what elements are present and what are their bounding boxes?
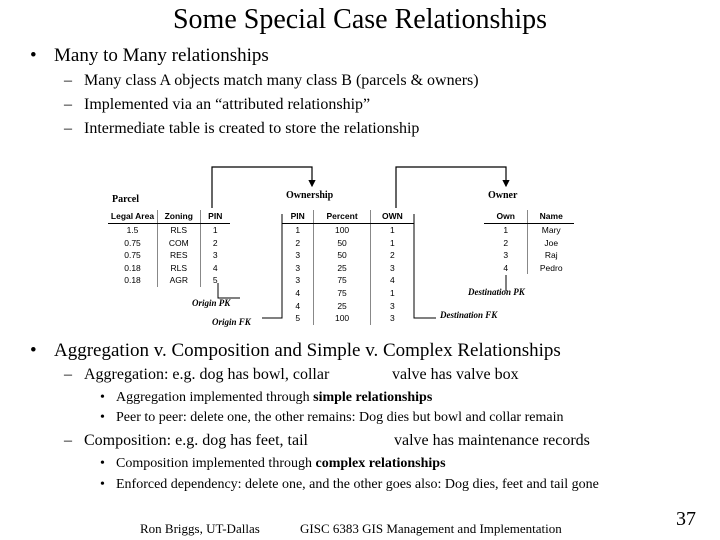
cell: 4 [200,262,230,275]
sub-bullet: Intermediate table is created to store the relationship [84,120,420,137]
cell: 3 [295,262,301,273]
table-row [282,224,414,237]
dash-marker: – [64,120,72,137]
cell: COM [158,237,201,250]
dot-marker: • [100,456,105,471]
cell: 3 [370,312,414,325]
sub-bullet: Implemented via an “attributed relationship” [84,96,371,113]
owner-header-name: Name [528,210,574,224]
table-row [484,224,574,237]
arrow-ownership-to-owner [396,167,506,208]
ownership-header-pin: PIN [282,210,314,224]
cell: 50 [314,237,370,250]
slide-title: Some Special Case Relationships [172,4,548,35]
parcel-table [108,210,230,287]
cell: 0.75 [124,250,141,261]
destination-pk-label: Destination PK [468,287,525,297]
table-row [108,237,230,250]
parcel-label: Parcel [112,194,140,205]
ownership-header-percent: Percent [314,210,370,224]
cell: 3 [370,262,414,275]
cell: 25 [314,262,370,275]
cell: Raj [528,249,574,262]
aggregation-sub-2: Peer to peer: delete one, the other remains: Dog dies but bowl and collar remain [116,410,564,425]
aggregation-sub-1 [116,390,432,406]
cell: 5 [200,274,230,287]
cell: 75 [314,287,370,300]
bold-segment: simple relationships [313,390,433,405]
cell: 0.75 [124,237,141,248]
bullet-many-to-many: Many to Many relationships [54,45,269,66]
dash-marker: – [64,432,72,449]
cell: 2 [200,237,230,250]
owner-table [484,210,574,274]
cell: 1 [295,225,301,235]
cell: 1.5 [126,225,139,235]
cell: 3 [370,300,414,313]
table-row [108,262,230,275]
cell: Pedro [528,262,574,275]
cell: 3 [295,275,301,286]
ownership-label: Ownership [286,190,334,201]
cell: 4 [503,262,509,273]
bullet-aggregation: Aggregation v. Composition and Simple v. Complex Relationships [54,340,561,361]
ownership-table [282,210,414,325]
owner-header-own: Own [484,210,528,224]
owner-label: Owner [488,190,518,201]
cell: Joe [528,237,574,250]
table-row [282,249,414,262]
cell: 1 [370,237,414,250]
cell: 5 [295,313,301,324]
page-number: 37 [676,508,696,530]
bold-segment: complex relationships [315,456,446,471]
table-row [108,274,230,287]
bullet-marker: • [30,340,37,361]
cell: 50 [314,249,370,262]
destination-fk-label: Destination FK [440,310,498,320]
table-row [484,237,574,250]
table-row [282,300,414,313]
ownership-header-own: OWN [370,210,414,224]
cell: 100 [314,224,370,237]
dot-marker: • [100,477,105,492]
aggregation-line: Aggregation: e.g. dog has bowl, collar [84,366,330,383]
table-row [282,274,414,287]
parcel-header-pin: PIN [200,210,230,224]
cell: 1 [370,224,414,237]
cell: 2 [503,237,509,248]
dash-marker: – [64,72,72,89]
dot-marker: • [100,410,105,425]
arrow-parcel-to-ownership [212,167,312,208]
cell: 2 [370,249,414,262]
cell: 25 [314,300,370,313]
dash-marker: – [64,366,72,383]
cell: 1 [503,225,509,235]
cell: Mary [528,224,574,237]
sub-bullet: Many class A objects match many class B (parcels & owners) [84,72,479,89]
cell: 1 [200,224,230,237]
table-row [282,262,414,275]
cell: RES [158,249,201,262]
cell: 100 [314,312,370,325]
table-row [108,249,230,262]
composition-sub-1 [116,456,446,472]
cell: RLS [158,224,201,237]
aggregation-valve: valve has valve box [392,366,519,383]
cell: 4 [295,287,301,298]
text-segment: Aggregation implemented through [116,390,314,405]
text-segment: Composition implemented through [116,456,316,471]
cell: 2 [295,237,301,248]
table-row [484,249,574,262]
cell: 0.18 [124,275,141,286]
table-row [282,287,414,300]
parcel-header-legal-area: Legal Area [108,210,158,224]
origin-pk-label: Origin PK [192,298,231,308]
bullet-marker: • [30,45,37,66]
footer-course: GISC 6383 GIS Management and Implementation [300,521,562,536]
cell: 1 [370,287,414,300]
cell: AGR [158,274,201,287]
parcel-header-zoning: Zoning [158,210,201,224]
table-row [484,262,574,275]
cell: 75 [314,274,370,287]
cell: 4 [370,274,414,287]
cell: 0.18 [124,262,141,273]
dot-marker: • [100,390,105,405]
origin-fk-label: Origin FK [212,317,251,327]
cell: 3 [295,250,301,261]
footer-author: Ron Briggs, UT-Dallas [140,521,260,536]
cell: 3 [503,250,509,261]
table-row [282,312,414,325]
composition-valve: valve has maintenance records [394,432,590,449]
table-row [108,224,230,237]
table-row [282,237,414,250]
cell: 3 [200,249,230,262]
dash-marker: – [64,96,72,113]
composition-line: Composition: e.g. dog has feet, tail [84,432,308,449]
composition-sub-2: Enforced dependency: delete one, and the other goes also: Dog dies, feet and tail gone [116,477,599,492]
cell: 4 [295,300,301,311]
cell: RLS [158,262,201,275]
